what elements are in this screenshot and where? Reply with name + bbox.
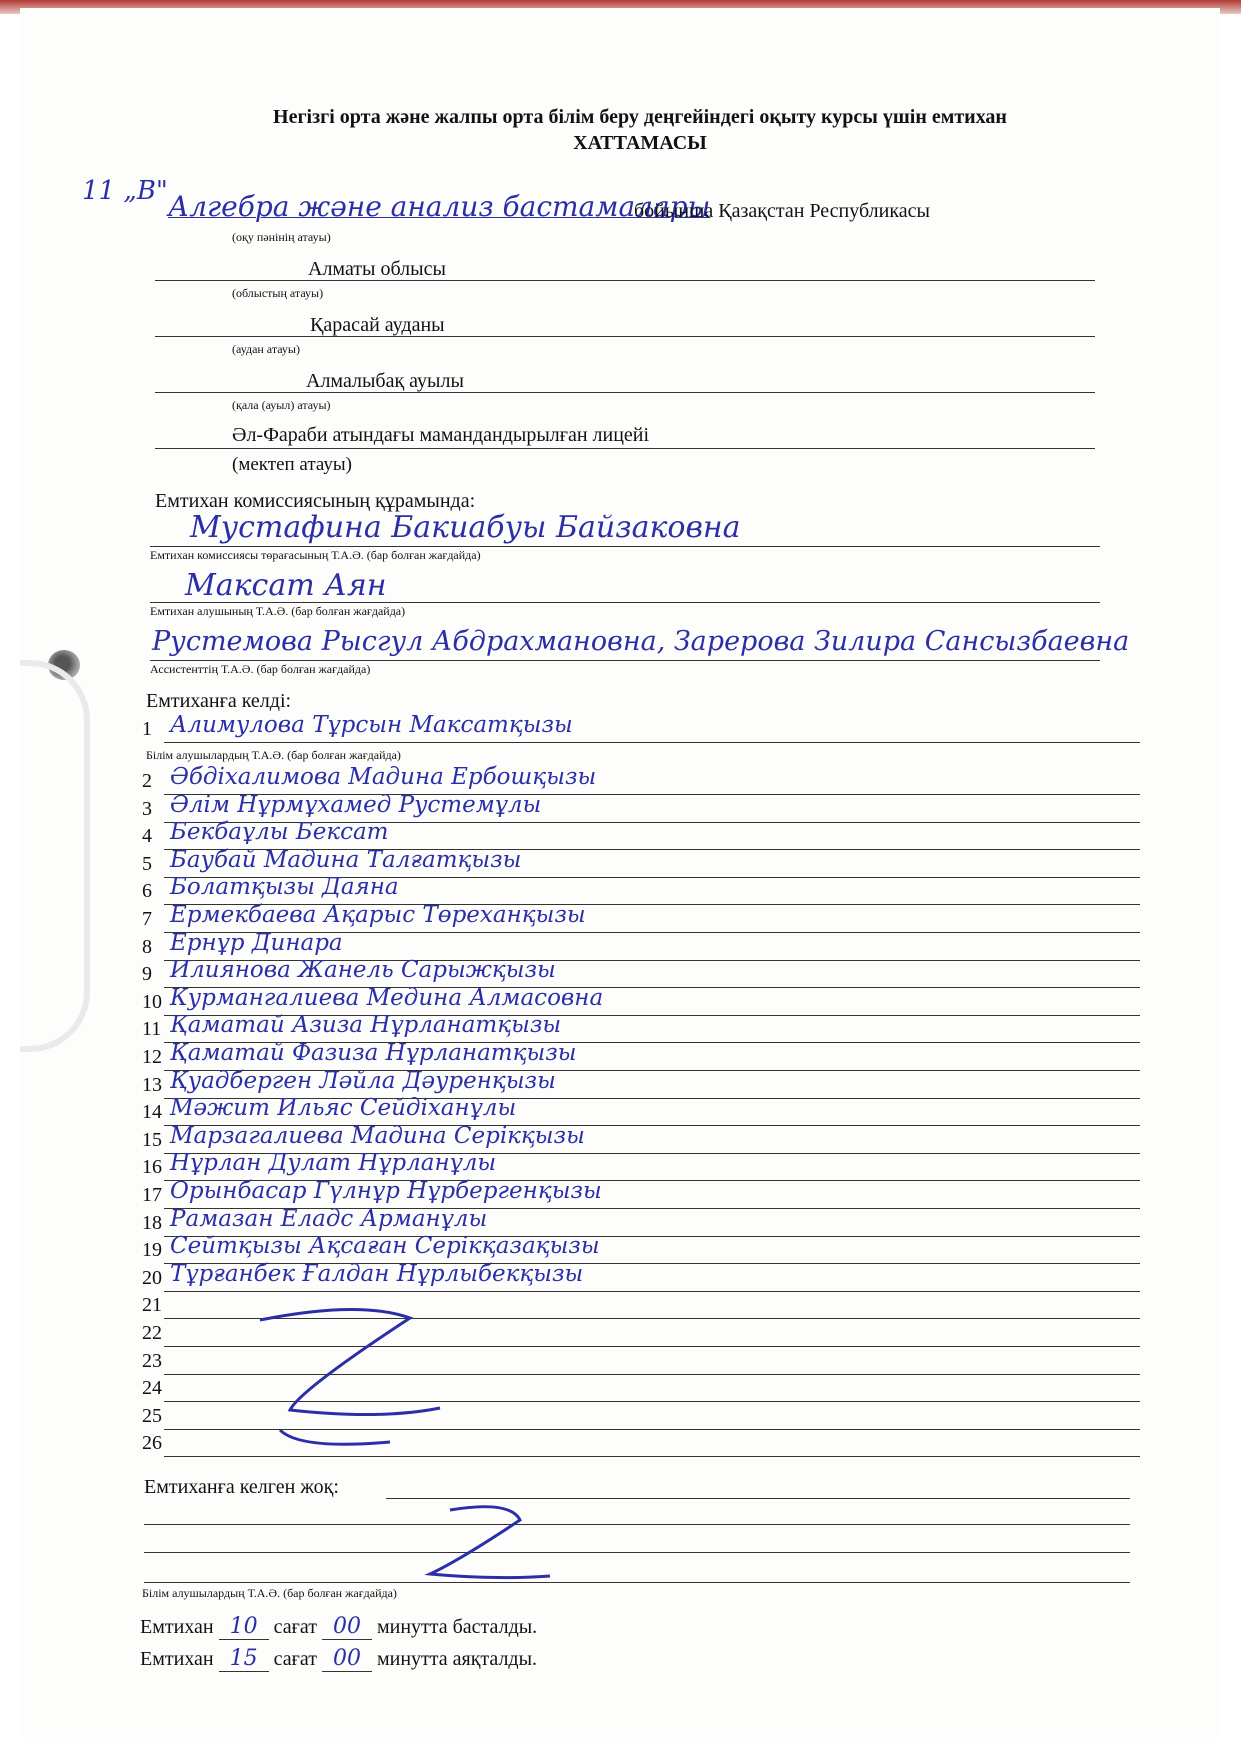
student-number: 12 — [142, 1046, 162, 1068]
attended-caption: Білім алушылардың Т.А.Ә. (бар болған жағдайда) — [146, 748, 401, 762]
class-label: 11 „В" — [82, 176, 168, 206]
student-number: 19 — [142, 1239, 162, 1262]
student-name: Қаматай Фазиза Нұрланатқызы — [170, 1040, 577, 1066]
student-name: Орынбасар Гүлнұр Нұрбергенқызы — [170, 1178, 602, 1204]
region-caption: (облыстың атауы) — [232, 286, 324, 300]
school-caption: (мектеп атауы) — [232, 454, 352, 475]
start-suffix: минутта басталды. — [376, 1616, 538, 1638]
student-name: Курмангалиева Медина Алмасовна — [170, 984, 604, 1011]
assistant-caption: Ассистенттің Т.А.Ә. (бар болған жағдайда) — [150, 662, 371, 676]
end-suffix: минутта аяқталды. — [376, 1648, 538, 1670]
student-name: Илиянова Жанель Сарыжқызы — [170, 957, 556, 984]
student-number: 7 — [142, 908, 152, 930]
student-number: 1 — [142, 718, 152, 740]
absent-heading: Емтиханға келген жоқ: — [144, 1476, 339, 1498]
student-number: 20 — [142, 1266, 162, 1289]
student-number: 21 — [142, 1294, 162, 1317]
student-name: Әлім Нұрмұхамед Рустемұлы — [170, 791, 542, 818]
attended-heading: Емтиханға келді: — [146, 690, 292, 712]
start-prefix: Емтихан — [140, 1616, 214, 1638]
student-number: 18 — [142, 1211, 162, 1234]
student-number: 22 — [142, 1322, 162, 1344]
student-name: Болатқызы Даяна — [170, 874, 399, 901]
exam-start-line — [140, 1614, 537, 1640]
binding-string-icon — [20, 660, 90, 1052]
subject-value: Алгебра және анализ бастамалары — [168, 190, 711, 223]
student-row-line — [164, 742, 1140, 743]
student-row-line — [164, 1291, 1140, 1292]
student-number: 15 — [142, 1128, 162, 1151]
village-caption: (қала (ауыл) атауы) — [232, 398, 331, 412]
student-name: Рамазан Еладс Арманұлы — [170, 1205, 488, 1232]
student-name: Мәжит Ильяс Сейдіханұлы — [170, 1095, 517, 1122]
student-number: 23 — [142, 1349, 162, 1372]
district-value: Қарасай ауданы — [310, 314, 445, 336]
region-value: Алматы облысы — [308, 258, 446, 280]
student-name: Әбдіхалимова Мадина Ербошқызы — [170, 764, 597, 790]
end-hour: 15 — [219, 1646, 269, 1672]
student-number: 25 — [142, 1404, 162, 1427]
student-name: Бекбаұлы Бексат — [170, 819, 389, 846]
student-number: 4 — [142, 825, 152, 848]
student-name: Қуадберген Ләйла Дәуренқызы — [170, 1067, 556, 1094]
student-name: Қаматай Азиза Нұрланатқызы — [170, 1012, 562, 1039]
student-number: 6 — [142, 880, 152, 903]
student-number: 17 — [142, 1184, 162, 1206]
commission-chair-value: Мустафина Бакиабуы Байзаковна — [190, 510, 741, 545]
student-name: Баубай Мадина Талғатқызы — [170, 846, 522, 873]
student-name: Алимулова Тұрсын Максатқызы — [170, 712, 573, 738]
commission-heading: Емтихан комиссиясының құрамында: — [155, 490, 476, 512]
school-value: Әл-Фараби атындағы мамандандырылған лицейі — [232, 424, 650, 446]
student-number: 8 — [142, 935, 152, 958]
assistant-value: Рустемова Рысгул Абдрахмановна, Зарерова Зилира Сансызбаевна — [152, 626, 1130, 657]
student-number: 16 — [142, 1156, 162, 1179]
student-number: 2 — [142, 770, 152, 792]
student-number: 24 — [142, 1377, 162, 1400]
district-caption: (аудан атауы) — [232, 342, 300, 356]
end-min: 00 — [322, 1646, 372, 1672]
student-number: 5 — [142, 852, 152, 875]
student-name: Нұрлан Дулат Нұрланұлы — [170, 1150, 497, 1177]
doc-title-line2: ХАТТАМАСЫ — [573, 132, 707, 154]
subject-suffix: бойынша Қазақстан Республикасы — [634, 200, 930, 222]
student-name: Сейтқызы Ақсаған Серікқазақызы — [170, 1233, 600, 1260]
student-name: Ермекбаева Ақарыс Төреханқызы — [170, 902, 586, 928]
examiner-caption: Емтихан алушының Т.А.Ә. (бар болған жағдайда) — [150, 604, 406, 618]
student-number: 9 — [142, 963, 152, 986]
end-hour-word: сағат — [273, 1648, 317, 1670]
village-value: Алмалыбақ ауылы — [306, 370, 464, 392]
student-number: 11 — [142, 1018, 162, 1041]
start-min: 00 — [322, 1614, 372, 1640]
end-prefix: Емтихан — [140, 1648, 214, 1670]
examiner-value: Максат Аян — [185, 568, 387, 603]
student-name: Ернұр Динара — [170, 929, 343, 956]
strike-mark-icon — [240, 1300, 460, 1460]
subject-caption: (оқу пәнінің атауы) — [232, 230, 331, 244]
absent-caption: Білім алушылардың Т.А.Ә. (бар болған жағдайда) — [142, 1586, 397, 1600]
student-number: 10 — [142, 990, 162, 1013]
student-number: 3 — [142, 797, 152, 820]
student-name: Тұрғанбек Ғалдан Нұрлыбекқызы — [170, 1260, 584, 1287]
start-hour: 10 — [219, 1614, 269, 1640]
exam-end-line — [140, 1646, 537, 1672]
start-hour-word: сағат — [273, 1616, 317, 1638]
student-number: 26 — [142, 1432, 162, 1455]
student-name: Марзагалиева Мадина Серікқызы — [170, 1122, 585, 1149]
absent-strike-mark-icon — [410, 1490, 570, 1600]
student-number: 13 — [142, 1073, 162, 1096]
student-number: 14 — [142, 1101, 162, 1124]
commission-chair-caption: Емтихан комиссиясы төрағасының Т.А.Ә. (бар болған жағдайда) — [150, 548, 481, 562]
doc-title-line1: Негізгі орта және жалпы орта білім беру деңгейіндегі оқыту курсы үшін емтихан — [273, 106, 1007, 128]
